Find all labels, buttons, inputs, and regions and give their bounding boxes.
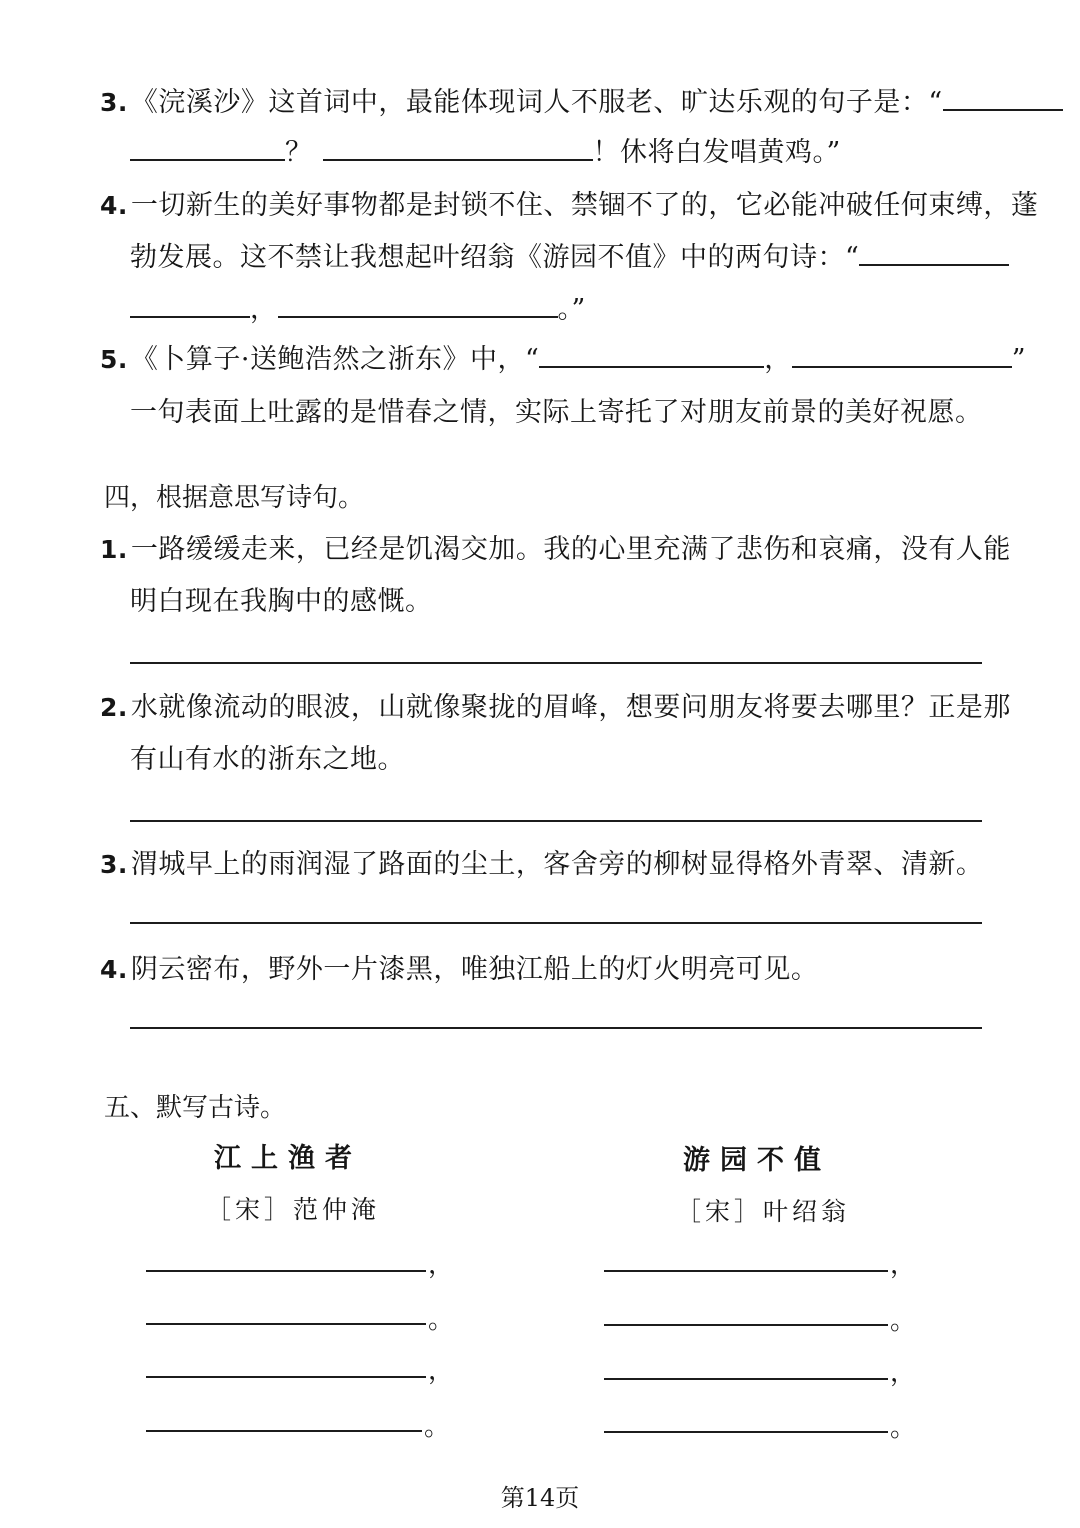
s4-q2-text-1: 水就像流动的眼波，山就像聚拢的眉峰，想要问朋友将要去哪里？正是那 — [130, 692, 1011, 723]
poem2-blank-3[interactable] — [604, 1378, 888, 1380]
page-number: 第14页 — [500, 1484, 580, 1512]
q4-line1 — [100, 186, 1038, 226]
poem1-blank-2[interactable] — [146, 1323, 426, 1325]
s4-q1-line1 — [100, 530, 1011, 570]
q5-line2 — [130, 393, 983, 433]
poem2-blank-4[interactable] — [604, 1431, 888, 1433]
q5-blank-2[interactable] — [792, 340, 1012, 368]
poem1-title: 江上渔者 — [214, 1143, 362, 1174]
s4-q1-text-2: 明白现在我胸中的感慨。 — [130, 586, 433, 617]
q4-line3 — [130, 290, 586, 330]
poem2-punct-2: 。 — [890, 1306, 917, 1336]
poem2-title: 游园不值 — [683, 1145, 831, 1176]
s4-q2-line2 — [130, 740, 405, 780]
s4-q1-line2 — [130, 582, 433, 622]
q4-blank-1a[interactable] — [859, 238, 1009, 266]
s4-q3-text-1: 渭城早上的雨润湿了路面的尘土，客舍旁的柳树显得格外青翠、清新。 — [130, 849, 984, 880]
q5-line1 — [100, 340, 1026, 380]
q3-punct-1: ？ — [285, 137, 313, 168]
q4-text-2: 勃发展。这不禁让我想起叶绍翁《游园不值》中的两句诗：“ — [130, 242, 860, 273]
s4-q2-text-2: 有山有水的浙东之地。 — [130, 744, 405, 775]
poem2-punct-3: ， — [890, 1358, 917, 1388]
poem1-punct-1: ， — [428, 1250, 455, 1280]
q5-text-2: 一句表面上吐露的是惜春之情，实际上寄托了对朋友前景的美好祝愿。 — [130, 397, 983, 428]
poem2-blank-1[interactable] — [604, 1270, 888, 1272]
q5-punct-1: ， — [764, 344, 792, 375]
s4-q2-line1 — [100, 688, 1011, 728]
poem1-punct-3: ， — [428, 1356, 455, 1386]
s4-q3-number: 3. — [100, 850, 128, 879]
s4-q4-answer-line[interactable] — [130, 1027, 982, 1029]
s4-q2-number: 2. — [100, 693, 128, 722]
q4-punct-1: ， — [250, 294, 278, 325]
q4-blank-1b[interactable] — [130, 290, 250, 318]
s4-q3-line1 — [100, 845, 983, 885]
q4-punct-2: 。” — [557, 294, 586, 325]
s4-q4-text-1: 阴云密布，野外一片漆黑，唯独江船上的灯火明亮可见。 — [130, 954, 819, 985]
s4-q1-text-1: 一路缓缓走来，已经是饥渴交加。我的心里充满了悲伤和哀痛，没有人能 — [130, 534, 1011, 565]
q3-blank-1b[interactable] — [130, 133, 285, 161]
q3-line2 — [130, 133, 841, 173]
q3-punct-2: ！休将白发唱黄鸡。” — [592, 137, 841, 168]
section4-heading: 四，根据意思写诗句。 — [104, 483, 365, 513]
q5-blank-1[interactable] — [539, 340, 764, 368]
poem1-blank-3[interactable] — [146, 1376, 426, 1378]
s4-q3-answer-line[interactable] — [130, 922, 982, 924]
q3-blank-2[interactable] — [323, 133, 593, 161]
q3-blank-1a[interactable] — [943, 83, 1063, 111]
s4-q4-line1 — [100, 950, 818, 990]
poem1-blank-4[interactable] — [146, 1430, 422, 1432]
q4-blank-2[interactable] — [278, 290, 558, 318]
q4-number: 4. — [100, 191, 128, 220]
q3-text: 《浣溪沙》这首词中，最能体现词人不服老、旷达乐观的句子是：“ — [130, 87, 943, 118]
q4-line2 — [130, 238, 1009, 278]
poem2-author: ［宋］叶绍翁 — [676, 1197, 851, 1226]
section5-heading: 五、默写古诗。 — [104, 1093, 287, 1123]
s4-q2-answer-line[interactable] — [130, 820, 982, 822]
s4-q1-number: 1. — [100, 535, 128, 564]
q3-number: 3. — [100, 88, 128, 117]
q4-text-1: 一切新生的美好事物都是封锁不住、禁锢不了的，它必能冲破任何束缚，蓬 — [130, 190, 1039, 221]
poem1-punct-2: 。 — [428, 1305, 455, 1335]
poem2-punct-4: 。 — [890, 1413, 917, 1443]
q5-number: 5. — [100, 345, 128, 374]
poem1-author: ［宋］范仲淹 — [206, 1195, 381, 1224]
poem1-punct-4: 。 — [424, 1412, 451, 1442]
q5-text-1: 《卜算子·送鲍浩然之浙东》中，“ — [130, 344, 540, 375]
q5-punct-2: ” — [1011, 344, 1027, 375]
poem1-blank-1[interactable] — [146, 1270, 426, 1272]
q3-line1 — [100, 83, 1063, 123]
s4-q4-number: 4. — [100, 955, 128, 984]
poem2-punct-1: ， — [890, 1250, 917, 1280]
s4-q1-answer-line[interactable] — [130, 662, 982, 664]
poem2-blank-2[interactable] — [604, 1324, 888, 1326]
